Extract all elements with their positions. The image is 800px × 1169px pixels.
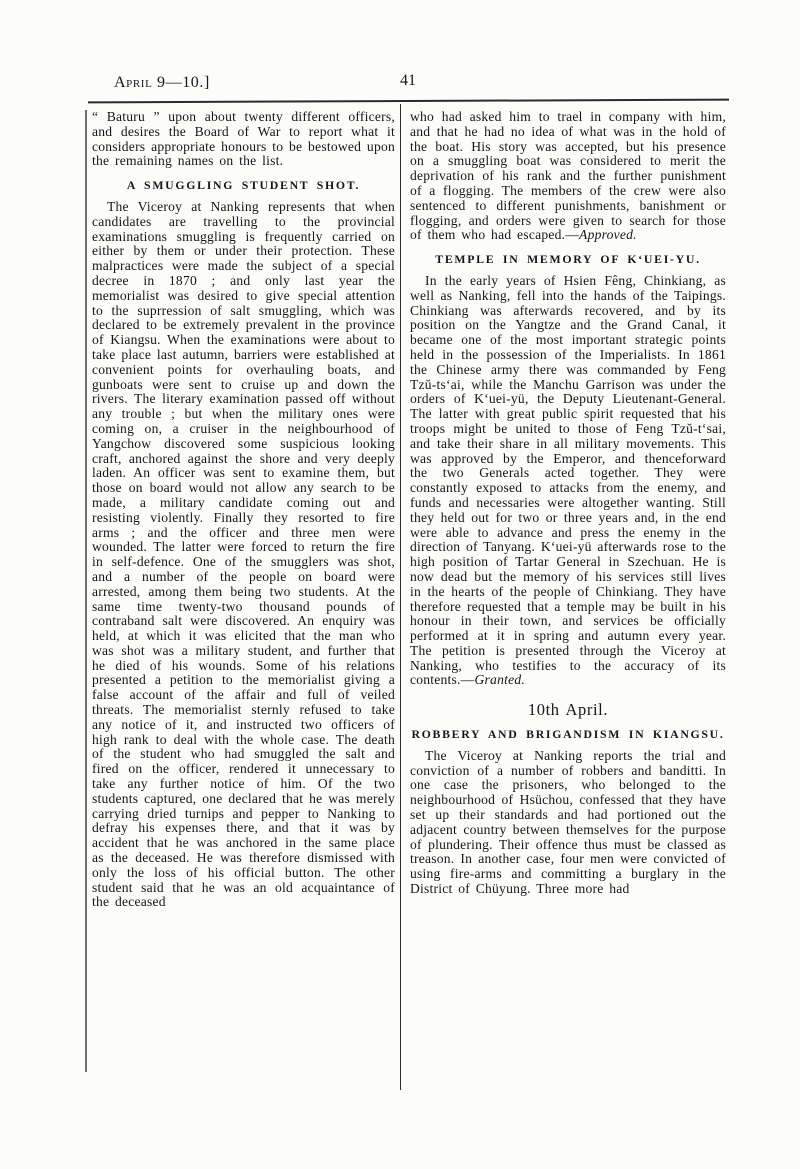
continuation-paragraph-body: who had asked him to trael in company with him, and that he had no idea of what was in the hold of the boat. His story was accepted, but his presence on a smuggling boat was considered to merit the deprivation of his rank and the further punishment of a flogging. The members of the crew were also sentenced to different punishments, banishment or flogging, and orders were given to search for those of them who had escaped.— bbox=[410, 109, 726, 243]
page-header bbox=[88, 74, 728, 98]
right-column bbox=[410, 110, 726, 897]
continuation-paragraph: “ Baturu ” upon about twenty different officers, and desires the Board of War to report what it considers appropriate honours to be bestowed upon the remaining names on the list. bbox=[92, 109, 395, 169]
outcome-label-granted: Granted. bbox=[474, 672, 525, 688]
article-paragraph-smuggling: The Viceroy at Nanking represents that when candidates are travelling to the provincial examinations smuggling is frequently carried on either by them or under their protection. These malpractices were made the subject of a special decree in 1870 ; and only last year the memorialist was desired to give special attention to the suprression of salt smuggling, which was declared to be extremely prevalent in the province of Kiangsu. When the examinations were about to take place last autumn, barriers were established at convenient points for overhauling boats, and gunboats were sent to cruise up and down the rivers. The literary examination passed off without any trouble ; but when the military ones were coming on, a cruiser in the neighbourhood of Yangchow discovered some suspicious looking craft, anchored against the shore and very deeply laden. An officer was sent to examine them, but those on board would not allow any search to be made, a military candidate coming out and resisting violently. Finally they resorted to fire arms ; and the officer and three men were wounded. The latter were forced to return the fire in self-defence. One of the smugglers was shot, and a number of the people on board were arrested, among them being two students. At the same time twenty-two thousand pounds of contraband salt were discovered. An enquiry was held, at which it was elicited that the man who was shot was a military student, and further that he died of his wounds. Some of his relations presented a petition to the memorialist giving a false account of the affair and full of veiled threats. The memorialist sternly refused to take any notice of it, and instructed two officers of high rank to deal with the whole case. The death of the student who had smuggled the salt and fired on the officer, rendered it unnecessary to take any further notice of him. Of the two students captured, one declared that he was merely carrying dried turnips and pepper to Nanking to defray his expenses there, and that it was by accident that he was anchored in the same place as the deceased. He was therefore dismissed with only the loss of his official button. The other student said that he was an old acquaintance of the deceased bbox=[92, 198, 395, 910]
article-paragraph-temple-body: In the early years of Hsien Fêng, Chinkiang, as well as Nanking, fell into the hands of the Taipings. Chinkiang was afterwards recovered, and by its position on the Yangtze and the Grand Canal, it became one of the most important strategic points held in the possession of the Imperialists. In 1861 the Chinese army there was commanded by Feng Tzŭ-ts‘ai, while the Manchu Garrison was under the orders of K‘uei-yü, the Deputy Lieutenant-General. The latter with great public spirit requested that his troops might be united to those of Feng Tzŭ-t‘sai, and take their share in all military movements. This was approved by the Emperor, and thenceforward the two Generals acted together. They were constantly exposed to attacks from the enemy, and funds and necessaries were altogether wanting. Still they held out for two or three years and, in the end were able to advance and press the enemy in the direction of Tanyang. K‘uei-yü afterwards rose to the high position of Tartar General in Szechuan. He is now dead but the memory of his services still lives in the hearts of the people of Chinkiang. They have therefore requested that a temple may be built in his honour in their town, and services be officially performed at it in spring and autumn every year. The petition is presented through the Viceroy at Nanking, who testifies to the accuracy of its contents.— bbox=[410, 272, 726, 688]
article-heading-robbery-brigandism: ROBBERY AND BRIGANDISM IN KIANGSU. bbox=[411, 727, 725, 742]
left-gutter-line bbox=[85, 110, 87, 1072]
article-heading-smuggling-student-shot: A SMUGGLING STUDENT SHOT. bbox=[126, 178, 361, 193]
continuation-paragraph-crew bbox=[410, 110, 726, 243]
issue-date-label: April 9—10.] bbox=[114, 74, 210, 91]
left-column bbox=[92, 110, 395, 910]
article-heading-temple-kuei-yu: TEMPLE IN MEMORY OF K‘UEI-YU. bbox=[435, 252, 701, 267]
article-paragraph-robbery: The Viceroy at Nanking reports the trial and conviction of a number of robbers and banditti. In one case the prisoners, who belonged to the neighbourhood of Hsüchou, confessed that they have set up their standards and had portioned out the adjacent country between themselves for the purpose of plundering. Their offence thus must be classed as treason. In another case, four men were convicted of using fire-arms and committing a burglary in the District of Chüyung. Three more had bbox=[410, 747, 726, 897]
column-divider-rule bbox=[400, 104, 401, 1090]
header-rule bbox=[88, 99, 729, 104]
date-heading-10th-april: 10th April. bbox=[527, 700, 609, 720]
outcome-label-approved: Approved. bbox=[579, 227, 637, 243]
article-paragraph-temple bbox=[410, 274, 726, 688]
page-number: 41 bbox=[400, 72, 416, 89]
